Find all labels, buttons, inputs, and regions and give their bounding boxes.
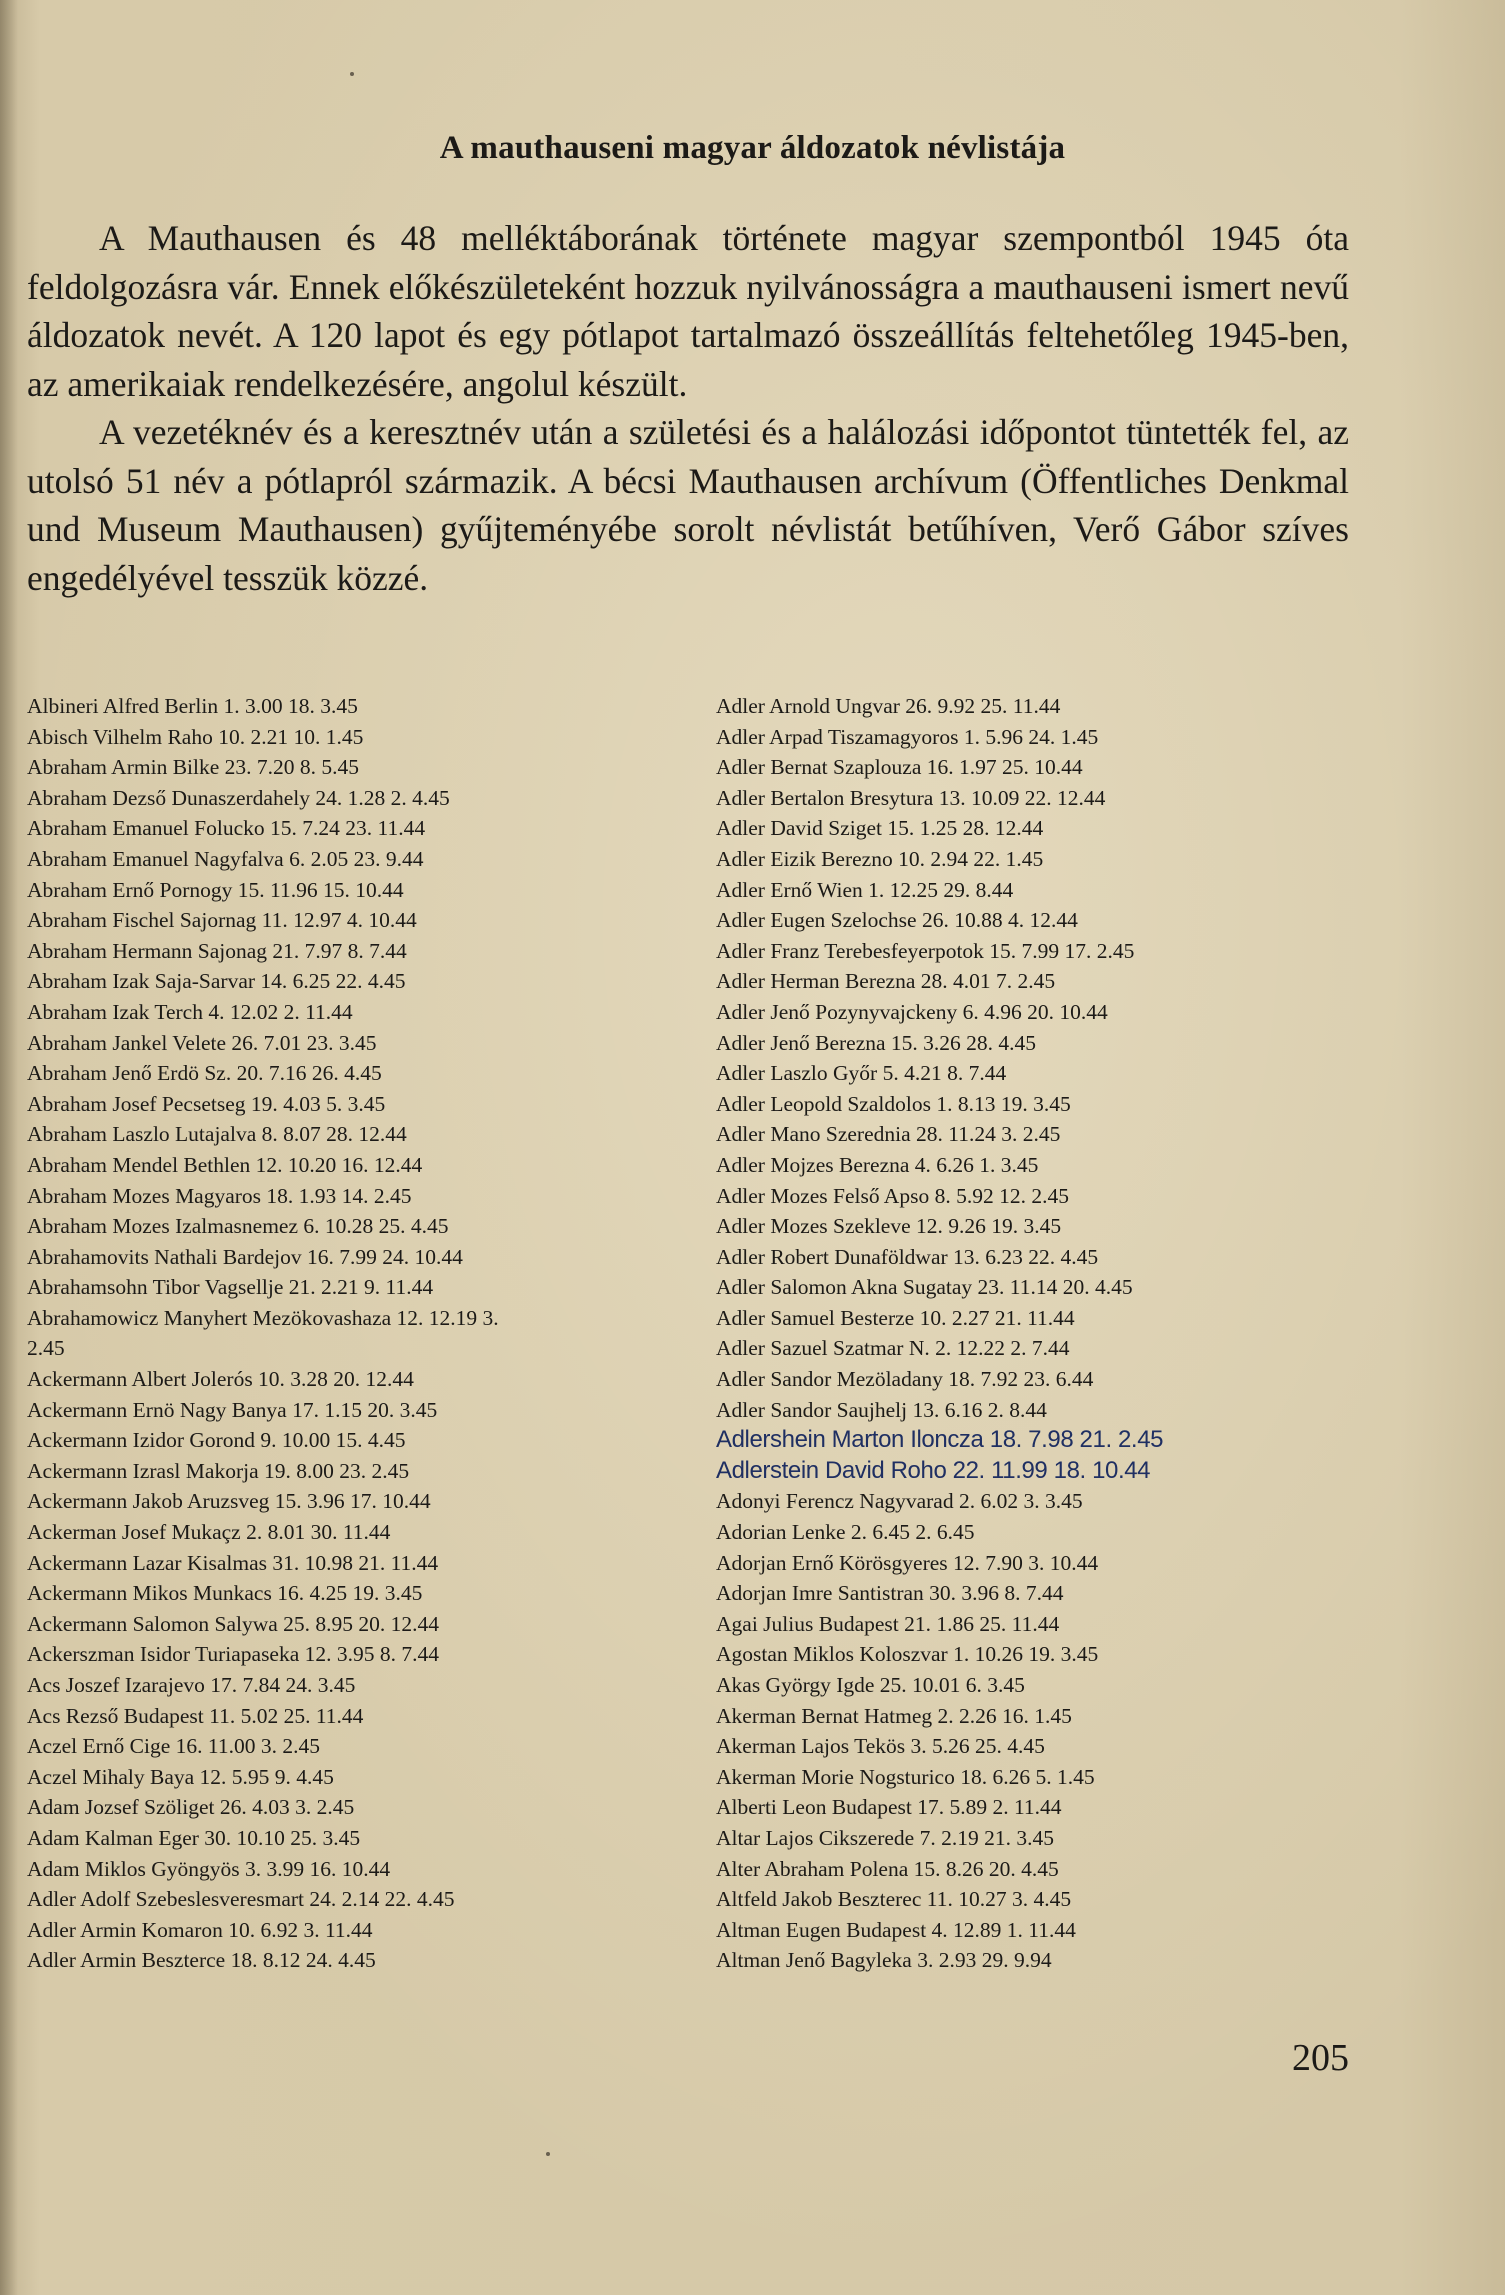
name-entry: Ackerman Josef Mukaçz 2. 8.01 30. 11.44 <box>27 1520 391 1545</box>
name-entry: Adler Laszlo Győr 5. 4.21 8. 7.44 <box>716 1061 1007 1086</box>
name-entry: Ackermann Izidor Gorond 9. 10.00 15. 4.45 <box>27 1428 406 1453</box>
name-entry: Ackermann Jakob Aruzsveg 15. 3.96 17. 10.44 <box>27 1489 431 1514</box>
name-entry: Adler Armin Beszterce 18. 8.12 24. 4.45 <box>27 1948 376 1973</box>
name-entry: Abraham Fischel Sajornag 11. 12.97 4. 10.44 <box>27 908 417 933</box>
name-entry: Adler Leopold Szaldolos 1. 8.13 19. 3.45 <box>716 1091 1071 1116</box>
name-entry: Adler Sandor Mezöladany 18. 7.92 23. 6.44 <box>716 1367 1094 1392</box>
name-entry: Adler Ernő Wien 1. 12.25 29. 8.44 <box>716 877 1014 902</box>
name-entry: Abraham Izak Saja-Sarvar 14. 6.25 22. 4.45 <box>27 969 406 994</box>
name-entry: Abraham Armin Bilke 23. 7.20 8. 5.45 <box>27 755 360 780</box>
name-entry: Adlerstein David Roho 22. 11.99 18. 10.44 <box>716 1456 1151 1484</box>
name-entry: Adler Armin Komaron 10. 6.92 3. 11.44 <box>27 1917 373 1942</box>
name-entry: Abrahamsohn Tibor Vagsellje 21. 2.21 9. 11.44 <box>27 1275 434 1300</box>
name-entry: Agostan Miklos Koloszvar 1. 10.26 19. 3.45 <box>716 1642 1099 1667</box>
name-entry: Abraham Mozes Izalmasnemez 6. 10.28 25. 4.45 <box>27 1214 449 1239</box>
name-entry: Abraham Izak Terch 4. 12.02 2. 11.44 <box>27 999 353 1024</box>
name-entry: Abraham Dezső Dunaszerdahely 24. 1.28 2. 4.45 <box>27 785 450 810</box>
name-entry: Adler Jenő Berezna 15. 3.26 28. 4.45 <box>716 1030 1037 1055</box>
name-entry: Alberti Leon Budapest 17. 5.89 2. 11.44 <box>716 1795 1062 1820</box>
name-entry: Adler Franz Terebesfeyerpotok 15. 7.99 17. 2.45 <box>716 938 1135 963</box>
name-entry: Albineri Alfred Berlin 1. 3.00 18. 3.45 <box>27 694 358 718</box>
name-entry: Acs Rezső Budapest 11. 5.02 25. 11.44 <box>27 1703 364 1728</box>
name-entry: Altman Eugen Budapest 4. 12.89 1. 11.44 <box>716 1917 1076 1942</box>
name-entry: Adam Miklos Gyöngyös 3. 3.99 16. 10.44 <box>27 1856 391 1881</box>
page-title: A mauthauseni magyar áldozatok névlistája <box>439 130 1066 166</box>
name-entry: Adler Eizik Berezno 10. 2.94 22. 1.45 <box>716 846 1044 871</box>
name-entry: Adlershein Marton Iloncza 18. 7.98 21. 2.45 <box>716 1426 1164 1454</box>
name-entry: Adler Bertalon Bresytura 13. 10.09 22. 12.44 <box>716 785 1106 810</box>
name-entry: Ackermann Albert Jolerós 10. 3.28 20. 12.44 <box>27 1367 414 1392</box>
name-entry: Abrahamovits Nathali Bardejov 16. 7.99 24. 10.44 <box>27 1244 463 1269</box>
name-entry: Abraham Jankel Velete 26. 7.01 23. 3.45 <box>27 1030 377 1055</box>
name-entry: Adler Samuel Besterze 10. 2.27 21. 11.44 <box>716 1305 1075 1330</box>
name-entry: Abraham Emanuel Nagyfalva 6. 2.05 23. 9.44 <box>27 846 424 871</box>
intro-text <box>27 214 1349 602</box>
intro-paragraph-2: A vezetéknév és a keresztnév után a születési és a halálozási időpontot tüntették fel, az utolsó 51 név a pótlapról származik. A bécsi Mauthausen archívum (Öffentliches Denkmal und Museum Mauthausen) gyűjteményébe sorolt névlistát betűhíven, Verő Gábor szíves engedélyével tesszük közzé. <box>27 412 1349 598</box>
name-entry: Altar Lajos Cikszerede 7. 2.19 21. 3.45 <box>716 1825 1054 1850</box>
victim-list-right-column <box>716 691 1356 1976</box>
victim-list-left-column <box>27 691 687 1976</box>
name-entry: Adler Salomon Akna Sugatay 23. 11.14 20. 4.45 <box>716 1275 1133 1300</box>
name-entry: Abraham Emanuel Folucko 15. 7.24 23. 11.44 <box>27 816 426 841</box>
name-entry: Akerman Morie Nogsturico 18. 6.26 5. 1.45 <box>716 1764 1095 1789</box>
name-entry: Adler Mano Szerednia 28. 11.24 3. 2.45 <box>716 1122 1061 1147</box>
binding-shadow <box>0 0 18 2295</box>
name-entry: Ackermann Ernö Nagy Banya 17. 1.15 20. 3.45 <box>27 1397 438 1422</box>
name-entry: Abraham Josef Pecsetseg 19. 4.03 5. 3.45 <box>27 1091 386 1116</box>
name-entry: Adorian Lenke 2. 6.45 2. 6.45 <box>716 1520 975 1545</box>
name-entry: Adam Kalman Eger 30. 10.10 25. 3.45 <box>27 1825 361 1850</box>
name-entry: Adler Arpad Tiszamagyoros 1. 5.96 24. 1.45 <box>716 724 1099 749</box>
name-entry: Adorjan Ernő Körösgyeres 12. 7.90 3. 10.44 <box>716 1550 1099 1575</box>
name-entry: Abraham Jenő Erdö Sz. 20. 7.16 26. 4.45 <box>27 1061 382 1086</box>
name-entry: Abraham Mendel Bethlen 12. 10.20 16. 12.44 <box>27 1152 423 1177</box>
name-entry: Aczel Ernő Cige 16. 11.00 3. 2.45 <box>27 1734 320 1759</box>
name-entry: Akas György Igde 25. 10.01 6. 3.45 <box>716 1673 1025 1697</box>
name-entry: Acs Joszef Izarajevo 17. 7.84 24. 3.45 <box>27 1673 356 1697</box>
name-entry: Abraham Hermann Sajonag 21. 7.97 8. 7.44 <box>27 938 407 963</box>
name-entry: Adam Jozsef Szöliget 26. 4.03 3. 2.45 <box>27 1795 355 1820</box>
name-entry: Adler Bernat Szaplouza 16. 1.97 25. 10.44 <box>716 755 1083 780</box>
name-entry: Abraham Mozes Magyaros 18. 1.93 14. 2.45 <box>27 1183 412 1208</box>
name-entry: Adorjan Imre Santistran 30. 3.96 8. 7.44 <box>716 1581 1064 1606</box>
name-entry: Ackermann Mikos Munkacs 16. 4.25 19. 3.45 <box>27 1581 423 1606</box>
intro-paragraph-1: A Mauthausen és 48 melléktáborának története magyar szempontból 1945 óta feldolgozásra vár. Ennek előkészületeként hozzuk nyilvánosságra a mauthauseni ismert nevű áldozatok nevét. A 120 lapot és egy pótlapot tartalmazó összeállítás feltehetőleg 1945-ben, az amerikaiak rendelkezésére, angolul készült. <box>27 218 1349 404</box>
name-entry: Adler Sandor Saujhelj 13. 6.16 2. 8.44 <box>716 1397 1047 1422</box>
name-entry: Alter Abraham Polena 15. 8.26 20. 4.45 <box>716 1856 1059 1881</box>
name-entry: Adonyi Ferencz Nagyvarad 2. 6.02 3. 3.45 <box>716 1489 1083 1514</box>
name-entry: Ackerszman Isidor Turiapaseka 12. 3.95 8. 7.44 <box>27 1642 440 1667</box>
page-number: 205 <box>1292 2037 1349 2079</box>
name-entry: Adler Jenő Pozynyvajckeny 6. 4.96 20. 10.44 <box>716 999 1108 1024</box>
name-entry: Adler Arnold Ungvar 26. 9.92 25. 11.44 <box>716 694 1061 718</box>
name-entry: Ackermann Izrasl Makorja 19. 8.00 23. 2.45 <box>27 1458 410 1483</box>
name-entry: Adler Mozes Szekleve 12. 9.26 19. 3.45 <box>716 1214 1062 1239</box>
name-entry: Adler Adolf Szebeslesveresmart 24. 2.14 22. 4.45 <box>27 1887 455 1912</box>
name-entry: Ackermann Salomon Salywa 25. 8.95 20. 12.44 <box>27 1611 440 1636</box>
name-entry: Adler David Sziget 15. 1.25 28. 12.44 <box>716 816 1044 841</box>
name-entry: Abraham Laszlo Lutajalva 8. 8.07 28. 12.44 <box>27 1122 407 1147</box>
name-entry: 2.45 <box>27 1336 65 1361</box>
name-entry: Akerman Bernat Hatmeg 2. 2.26 16. 1.45 <box>716 1703 1072 1728</box>
name-entry: Altman Jenő Bagyleka 3. 2.93 29. 9.94 <box>716 1948 1052 1973</box>
name-entry: Adler Eugen Szelochse 26. 10.88 4. 12.44 <box>716 908 1078 933</box>
name-entry: Adler Mojzes Berezna 4. 6.26 1. 3.45 <box>716 1152 1039 1177</box>
name-entry: Ackermann Lazar Kisalmas 31. 10.98 21. 11.44 <box>27 1550 439 1575</box>
name-entry: Adler Robert Dunaföldwar 13. 6.23 22. 4.45 <box>716 1244 1099 1269</box>
name-entry: Adler Sazuel Szatmar N. 2. 12.22 2. 7.44 <box>716 1336 1070 1361</box>
name-entry: Aczel Mihaly Baya 12. 5.95 9. 4.45 <box>27 1764 334 1789</box>
name-entry: Agai Julius Budapest 21. 1.86 25. 11.44 <box>716 1611 1060 1636</box>
print-speck <box>546 2152 550 2156</box>
name-entry: Abrahamowicz Manyhert Mezökovashaza 12. 12.19 3. <box>27 1305 499 1330</box>
name-entry: Altfeld Jakob Beszterec 11. 10.27 3. 4.45 <box>716 1887 1072 1912</box>
name-entry: Abraham Ernő Pornogy 15. 11.96 15. 10.44 <box>27 877 404 902</box>
name-entry: Adler Mozes Felső Apso 8. 5.92 12. 2.45 <box>716 1183 1069 1208</box>
print-speck <box>350 72 354 76</box>
name-entry: Abisch Vilhelm Raho 10. 2.21 10. 1.45 <box>27 724 364 749</box>
name-entry: Akerman Lajos Tekös 3. 5.26 25. 4.45 <box>716 1734 1045 1759</box>
name-entry: Adler Herman Berezna 28. 4.01 7. 2.45 <box>716 969 1056 994</box>
